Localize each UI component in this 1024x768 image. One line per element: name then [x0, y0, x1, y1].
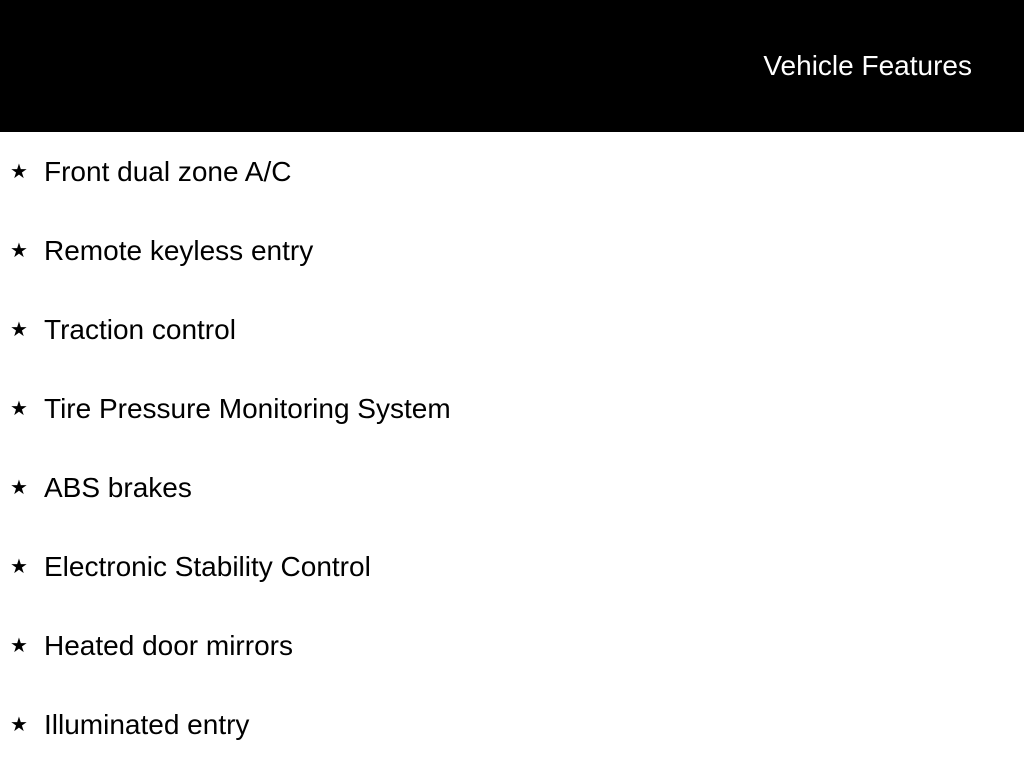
list-item	[0, 547, 1024, 587]
page-title: Vehicle Features	[763, 50, 972, 81]
feature-label: Tire Pressure Monitoring System	[44, 393, 451, 424]
list-item	[0, 705, 1024, 745]
list-item	[0, 152, 1024, 192]
feature-label: Front dual zone A/C	[44, 156, 292, 187]
feature-label: Electronic Stability Control	[44, 551, 371, 582]
star-icon: ★	[10, 477, 28, 499]
header-bar	[0, 0, 1024, 132]
list-item	[0, 389, 1024, 429]
feature-label: ABS brakes	[44, 472, 192, 503]
list-item	[0, 310, 1024, 350]
feature-label: Remote keyless entry	[44, 235, 314, 266]
list-item	[0, 626, 1024, 666]
feature-label: Illuminated entry	[44, 709, 250, 740]
list-item	[0, 231, 1024, 271]
star-icon: ★	[10, 556, 28, 578]
star-icon: ★	[10, 714, 28, 736]
star-icon: ★	[10, 240, 28, 262]
feature-label: Traction control	[44, 314, 236, 345]
star-icon: ★	[10, 635, 28, 657]
list-item	[0, 468, 1024, 508]
feature-label: Heated door mirrors	[44, 630, 293, 661]
star-icon: ★	[10, 319, 28, 341]
star-icon: ★	[10, 398, 28, 420]
star-icon: ★	[10, 161, 28, 183]
